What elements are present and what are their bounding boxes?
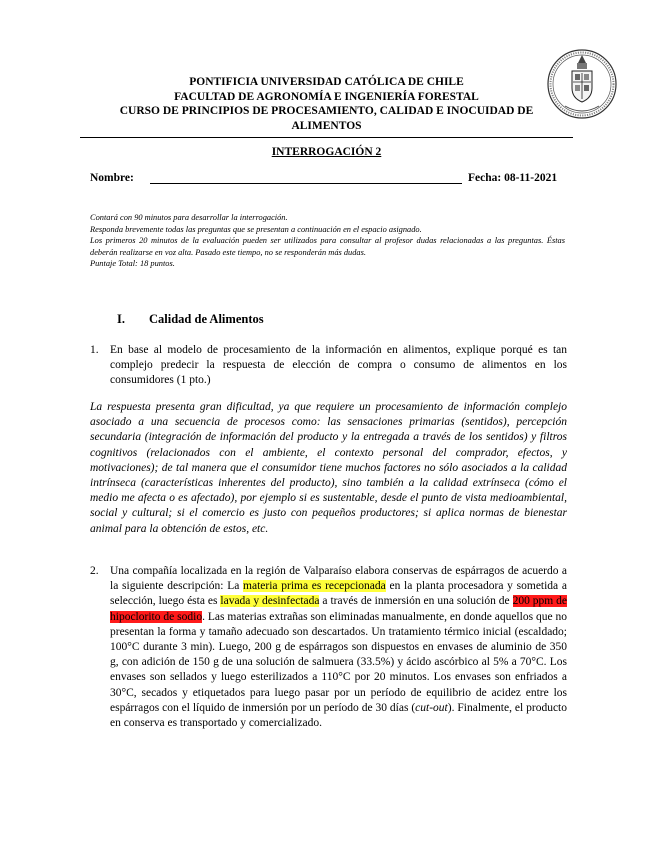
question-2-text [110, 564, 567, 731]
document-header [80, 75, 573, 133]
nombre-label: Nombre: [90, 172, 134, 184]
section-number: I. [117, 312, 125, 326]
cut-out-term: cut-out [415, 701, 448, 714]
question-2-part: Una compañía localizada en la región de Valparaíso elabora conservas de espárragos de acuerdo a la siguiente descripción: La [110, 565, 567, 593]
instruction-time: Contará con 90 minutos para desarrollar la interrogación. [90, 213, 288, 222]
highlight-washed-disinfected: lavada y desinfectada [220, 595, 320, 608]
instructions [90, 212, 565, 270]
header-university: PONTIFICIA UNIVERSIDAD CATÓLICA DE CHILE [189, 76, 464, 88]
question-1-number: 1. [90, 344, 99, 356]
question-2-number: 2. [90, 565, 99, 577]
instruction-questions: Los primeros 20 minutos de la evaluación pueden ser utilizados para consultar al profesor dudas relacionadas a las preguntas. Éstas deberán realizarse en voz alta. Pasado este tiempo, no se responderán más dudas. [90, 236, 565, 257]
instruction-score: Puntaje Total: 18 puntos. [90, 259, 175, 269]
header-divider [80, 137, 573, 138]
header-course-cont: ALIMENTOS [291, 119, 362, 132]
question-2-part: en la planta procesadora y sometida a selección, luego ésta es [110, 580, 567, 608]
question-2-part: a través de inmersión en una solución de [319, 595, 513, 608]
answer-1: La respuesta presenta gran dificultad, ya que requiere un procesamiento de información complejo asociado a una secuencia de procesos como: las sensaciones primarias (sentidos), percepción secundaria (integración de información del producto y la entregada a través de los sentidos) y filtros cognitivos (relacionados con el ambiente, el contexto personal del comprador, efectos, y motivaciones); de tal manera que el consumidor tiene muchos factores no sólo asociados a la calidad intrínseca (características inherentes del producto), sino también a la calidad extrínseca (cómo el medio me afecta o es afectado), por ejemplo si es sustentable, desde el punto de vista medioambiental, social y cultural; si el comercio es justo con pequeños productores; si aplica normas de bienestar animal para la obtención de estos, etc. [90, 401, 567, 535]
instruction-respond: Responda brevemente todas las preguntas que se presentan a continuación en el espacio asignado. [90, 224, 422, 234]
question-2-part: ). Finalmente, el producto en conserva es transportado y comercializado. [110, 701, 567, 730]
highlight-hypochlorite: 200 ppm de hipoclorito de sodio [110, 595, 567, 623]
question-2 [90, 564, 567, 731]
nombre-input-line[interactable] [150, 183, 462, 184]
highlight-raw-material: materia prima es recepcionada [243, 580, 386, 593]
question-1 [90, 343, 567, 389]
fecha-label: Fecha: 08-11-2021 [468, 172, 558, 184]
header-course: CURSO DE PRINCIPIOS DE PROCESAMIENTO, CALIDAD E INOCUIDAD DE [119, 105, 534, 117]
question-2-part: . Las materias extrañas son eliminadas manualmente, en donde aquellos que no presentan la forma y tamaño adecuado son descartados. Un tratamiento térmico inicial (escaldado; 100°C durante 3 min). Luego, 200 g de espárragos son dispuestos en envases de aluminio de 350 g, con adición de 150 g de una solución de salmuera (33.5%) y ácido ascórbico al 5% a 70°C. Los envases son sellados y luego esterilizados a 110°C por 20 minutos. Los envases son enfriados a 30°C, secados y etiquetados para luego pasar por un período de equilibrio de acidez entre los espárragos con el líquido de inmersión por un período de 30 días ( [110, 610, 567, 714]
exam-title: INTERROGACIÓN 2 [271, 146, 382, 158]
header-faculty: FACULTAD DE AGRONOMÍA E INGENIERÍA FORESTAL [174, 90, 479, 103]
question-1-text: En base al modelo de procesamiento de la información en alimentos, explique porqué es tan complejo predecir la respuesta de elección de compra o consumo de alimentos en los consumidores (1 pto.) [110, 344, 567, 387]
section-title: Calidad de Alimentos [149, 312, 264, 326]
section-heading [117, 312, 264, 327]
